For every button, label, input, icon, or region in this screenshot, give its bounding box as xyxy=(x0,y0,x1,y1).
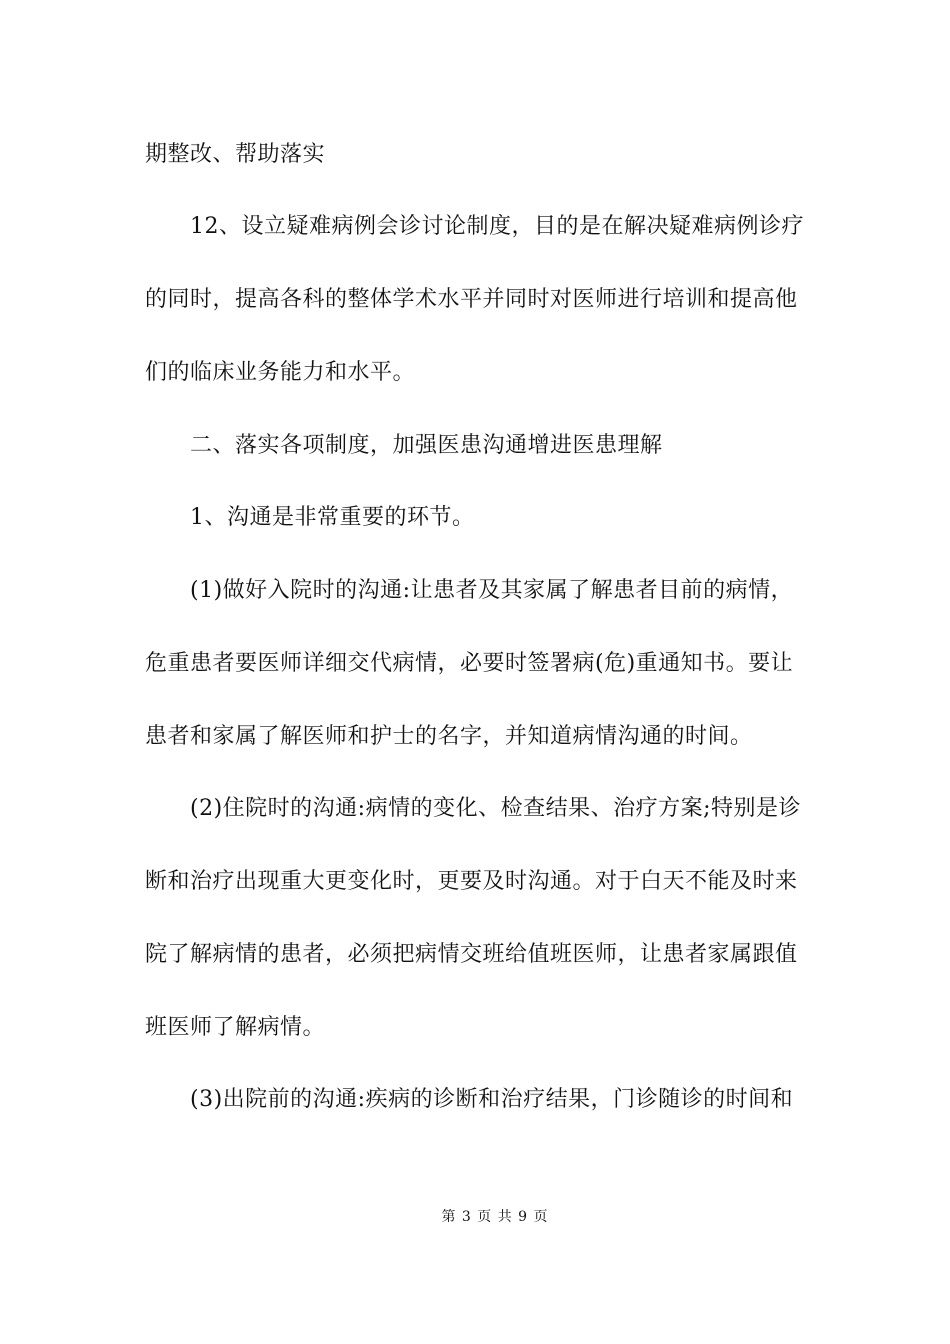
text-line: 期整改、帮助落实 xyxy=(145,142,326,167)
paragraph-item-1: 1、沟通是非常重要的环节。 xyxy=(190,505,475,530)
text-line: 们的临床业务能力和水平。 xyxy=(145,360,416,385)
page-footer xyxy=(0,1207,950,1227)
text-line: 危重患者要医师详细交代病情，必要时签署病(危)重通知书。要让 xyxy=(145,651,794,676)
paragraph-heading-12: 12、设立疑难病例会诊讨论制度，目的是在解决疑难病例诊疗 xyxy=(190,214,804,239)
text-line: 院了解病情的患者，必须把病情交班给值班医师，让患者家属跟值 xyxy=(145,942,798,967)
paragraph-item-hospitalization: (2)住院时的沟通:病情的变化、检查结果、治疗方案;特别是诊 xyxy=(190,796,801,821)
text-line: 的同时，提高各科的整体学术水平并同时对医师进行培训和提高他 xyxy=(145,287,798,312)
text-line: 断和治疗出现重大更变化时，更要及时沟通。对于白天不能及时来 xyxy=(145,869,798,894)
page-number: 第 3 页 共 9 页 xyxy=(441,1209,549,1225)
text-line: 班医师了解病情。 xyxy=(145,1015,326,1040)
paragraph-item-discharge: (3)出院前的沟通:疾病的诊断和治疗结果，门诊随诊的时间和 xyxy=(190,1087,794,1112)
section-heading-2: 二、落实各项制度，加强医患沟通增进医患理解 xyxy=(190,433,663,458)
text-line: 患者和家属了解医师和护士的名字，并知道病情沟通的时间。 xyxy=(145,724,753,749)
paragraph-item-admission: (1)做好入院时的沟通:让患者及其家属了解患者目前的病情， xyxy=(190,578,794,603)
